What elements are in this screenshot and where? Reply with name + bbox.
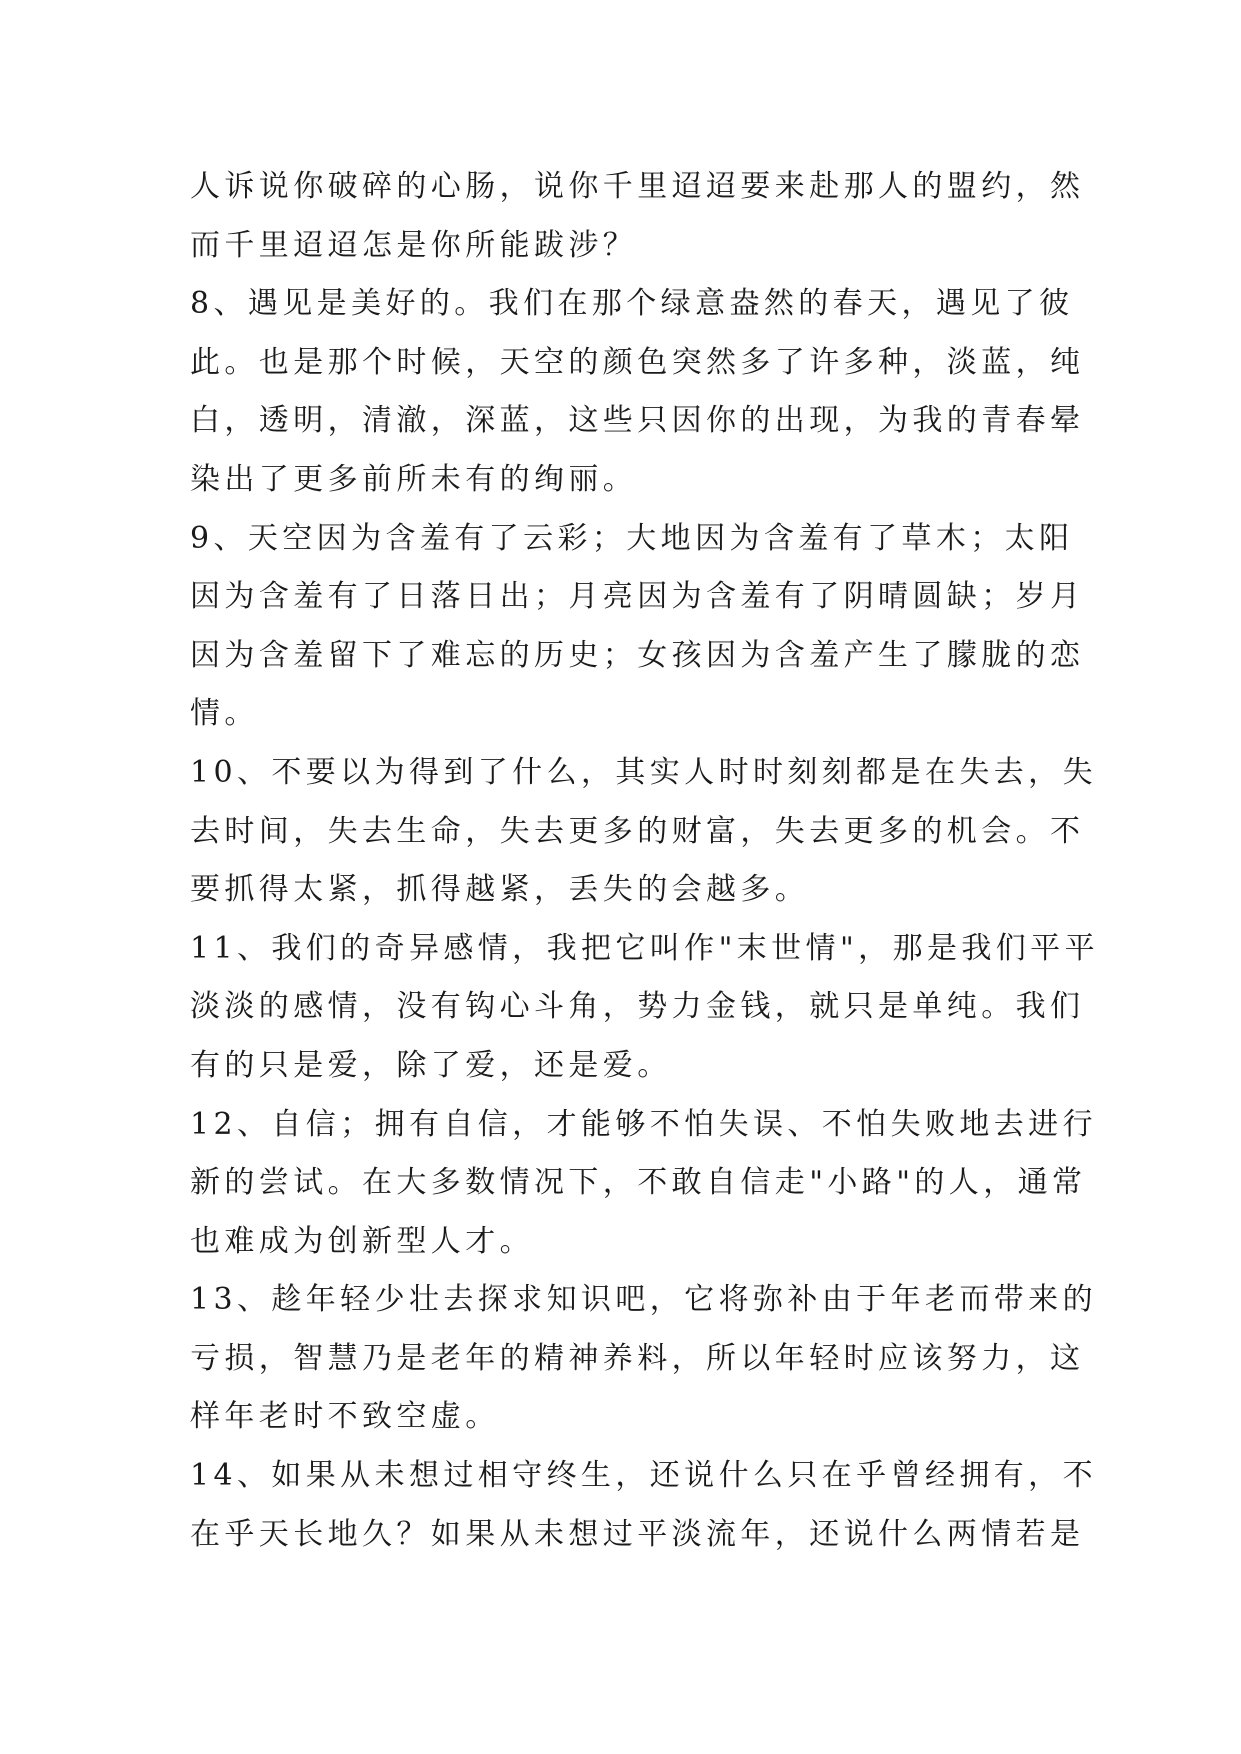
text-line: 也难成为创新型人才。 — [190, 1223, 534, 1259]
text-line: 因为含羞有了日落日出；月亮因为含羞有了阴晴圆缺；岁月 — [190, 579, 1085, 615]
text-line: 因为含羞留下了难忘的历史；女孩因为含羞产生了朦胧的恋 — [190, 637, 1085, 673]
text-line: 新的尝试。在大多数情况下，不敢自信走"小路"的人，通常 — [190, 1165, 1087, 1201]
text-line: 淡淡的感情，没有钩心斗角，势力金钱，就只是单纯。我们 — [190, 989, 1085, 1025]
text-line: 有的只是爱，除了爱，还是爱。 — [190, 1047, 672, 1083]
text-line: 12、自信；拥有自信，才能够不怕失误、不怕失败地去进行 — [190, 1106, 1097, 1142]
text-line: 此。也是那个时候，天空的颜色突然多了许多种，淡蓝，纯 — [190, 344, 1085, 380]
text-line: 要抓得太紧，抓得越紧，丢失的会越多。 — [190, 872, 810, 908]
text-line: 13、趁年轻少壮去探求知识吧，它将弥补由于年老而带来的 — [190, 1282, 1097, 1318]
text-line: 情。 — [190, 696, 259, 732]
text-line: 9、天空因为含羞有了云彩；大地因为含羞有了草木；太阳 — [190, 520, 1074, 556]
text-line: 11、我们的奇异感情，我把它叫作"末世情"，那是我们平平 — [190, 930, 1099, 966]
text-line: 10、不要以为得到了什么，其实人时时刻刻都是在失去，失 — [190, 754, 1097, 790]
text-line: 14、如果从未想过相守终生，还说什么只在乎曾经拥有，不 — [190, 1458, 1097, 1494]
text-line: 染出了更多前所未有的绚丽。 — [190, 461, 638, 497]
text-line: 白，透明，清澈，深蓝，这些只因你的出现，为我的青春晕 — [190, 403, 1085, 439]
text-line: 去时间，失去生命，失去更多的财富，失去更多的机会。不 — [190, 813, 1085, 849]
text-line: 亏损，智慧乃是老年的精神养料，所以年轻时应该努力，这 — [190, 1340, 1085, 1376]
text-line: 而千里迢迢怎是你所能跋涉？ — [190, 227, 638, 263]
text-line: 样年老时不致空虚。 — [190, 1399, 500, 1435]
text-line: 人诉说你破碎的心肠，说你千里迢迢要来赴那人的盟约，然 — [190, 169, 1085, 204]
body-text — [190, 158, 1099, 1564]
text-line: 8、遇见是美好的。我们在那个绿意盎然的春天，遇见了彼 — [190, 286, 1074, 322]
text-line: 在乎天长地久？如果从未想过平淡流年，还说什么两情若是 — [190, 1516, 1085, 1552]
